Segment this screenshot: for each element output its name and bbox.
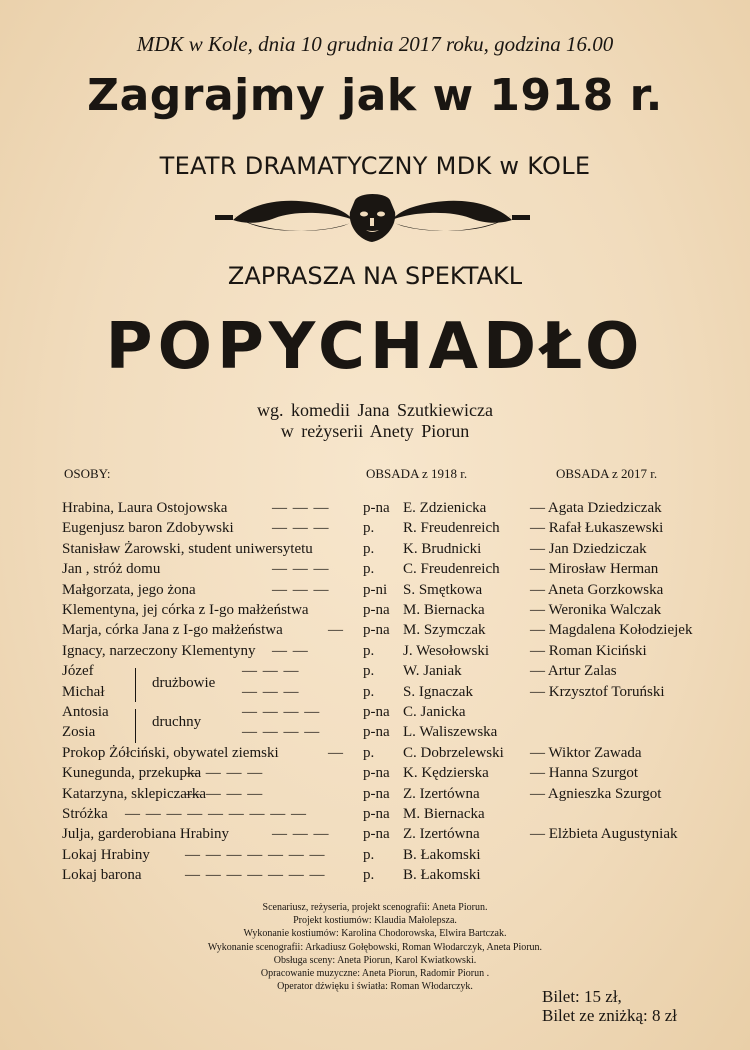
- cast-title: p-na: [363, 704, 390, 720]
- cast-actor-1918: B. Łakomski: [403, 846, 481, 863]
- invite-line: ZAPRASZA NA SPEKTAKL: [227, 262, 523, 290]
- cast-dash-leader: — — —: [242, 663, 300, 680]
- header-date-line: MDK w Kole, dnia 10 grudnia 2017 roku, godzina 16.00: [136, 32, 614, 56]
- cast-title: p-na: [363, 785, 390, 802]
- cast-role: Lokaj barona: [62, 867, 142, 884]
- cast-title: p-na: [363, 826, 390, 843]
- cast-title: p-na: [363, 602, 390, 618]
- column-header-roles: OSOBY:: [64, 466, 111, 481]
- credit-author: wg. komedii Jana Szutkiewicza: [257, 400, 493, 420]
- cast-role: Małgorzata, jego żona: [62, 581, 196, 598]
- cast-actor-1918: C. Dobrzelewski: [403, 744, 504, 761]
- cast-actor-1918: M. Biernacka: [403, 806, 485, 822]
- theatre-name: TEATR DRAMATYCZNY MDK w KOLE: [159, 152, 591, 180]
- cast-actor-1918: C. Freudenreich: [403, 561, 500, 578]
- cast-role: Eugenjusz baron Zdobywski: [62, 520, 234, 537]
- cast-actor-1918: Z. Izertówna: [403, 785, 480, 802]
- cast-actor-1918: S. Ignaczak: [403, 683, 473, 700]
- production-credit-line: Projekt kostiumów: Klaudia Małolepsza.: [293, 915, 457, 927]
- cast-actor-1918: M. Szymczak: [403, 622, 486, 639]
- bracket-druchny: [135, 709, 136, 743]
- cast-dash-leader: — — — — — — —: [185, 867, 326, 884]
- cast-role: Klementyna, jej córka z I-go małżeństwa: [62, 602, 309, 618]
- cast-role: Prokop Żółciński, obywatel ziemski: [62, 744, 279, 761]
- cast-dash-leader: — — — — — — —: [185, 846, 326, 863]
- cast-actor-2017: — Magdalena Kołodziejek: [530, 622, 693, 639]
- production-credit-line: Wykonanie scenografii: Arkadiusz Gołębowski, Roman Włodarczyk, Aneta Piorun.: [207, 941, 543, 953]
- cast-dash-leader: — — —: [272, 581, 330, 598]
- cast-actor-2017: — Agnieszka Szurgot: [530, 785, 662, 802]
- cast-actor-1918: J. Wesołowski: [403, 642, 490, 659]
- cast-dash-leader: — — —: [272, 561, 330, 578]
- cast-dash-leader: — —: [272, 642, 309, 659]
- cast-role: Michał: [62, 683, 105, 700]
- cast-dash-leader: — — — — — — — — —: [125, 806, 307, 822]
- cast-role: Julja, garderobiana Hrabiny: [62, 826, 230, 843]
- cast-actor-2017: — Krzysztof Toruński: [530, 683, 665, 700]
- ticket-price: Bilet: 15 zł,: [542, 987, 622, 1006]
- cast-actor-2017: — Rafał Łukaszewski: [530, 520, 664, 537]
- production-credit-line: Wykonanie kostiumów: Karolina Chodorowska, Elwira Bartczak.: [243, 928, 507, 940]
- group-label-druchny: druchny: [152, 714, 202, 730]
- credit-director: w reżyserii Anety Piorun: [280, 421, 470, 441]
- cast-role: Zosia: [62, 724, 96, 741]
- cast-actor-2017: — Roman Kiciński: [530, 642, 647, 659]
- cast-actor-2017: — Mirosław Herman: [530, 561, 659, 578]
- cast-role: Hrabina, Laura Ostojowska: [62, 500, 228, 516]
- cast-role: Stanisław Żarowski, student uniwersytetu: [62, 540, 313, 557]
- group-label-druzbowie: drużbowie: [152, 675, 216, 691]
- cast-actor-1918: C. Janicka: [403, 704, 466, 720]
- cast-actor-2017: — Artur Zalas: [530, 663, 617, 680]
- cast-role: Kunegunda, przekupka: [62, 765, 202, 782]
- cast-actor-1918: R. Freudenreich: [403, 520, 500, 537]
- production-credit-line: Opracowanie muzyczne: Aneta Piorun, Radomir Piorun .: [260, 968, 490, 979]
- cast-title: p.: [363, 846, 375, 863]
- cast-actor-2017: — Jan Dziedziczak: [530, 540, 647, 557]
- cast-actor-1918: E. Zdzienicka: [403, 500, 487, 516]
- cast-title: p.: [363, 663, 375, 680]
- cast-actor-2017: — Wiktor Zawada: [530, 744, 642, 761]
- cast-title: p.: [363, 540, 375, 557]
- production-credit-line: Operator dźwięku i światła: Roman Włodarczyk.: [277, 981, 473, 993]
- cast-actor-1918: Z. Izertówna: [403, 826, 480, 843]
- cast-dash-leader: — — —: [272, 826, 330, 843]
- cast-actor-2017: — Aneta Gorzkowska: [530, 581, 664, 598]
- production-credit-line: Obsługa sceny: Aneta Piorun, Karol Kwiatkowski.: [273, 954, 477, 966]
- cast-title: p.: [363, 744, 375, 761]
- cast-role: Lokaj Hrabiny: [62, 846, 150, 863]
- production-credit-line: Scenariusz, reżyseria, projekt scenografii: Aneta Piorun.: [262, 902, 488, 913]
- cast-title: p-na: [363, 806, 390, 822]
- cast-title: p-na: [363, 622, 390, 639]
- cast-title: p-na: [363, 765, 390, 782]
- cast-title: p.: [363, 683, 375, 700]
- cast-role: Antosia: [62, 704, 109, 720]
- cast-dash-leader: — — —: [242, 683, 300, 700]
- cast-role: Marja, córka Jana z I-go małżeństwa: [62, 622, 283, 639]
- main-title: Zagrajmy jak w 1918 r.: [87, 70, 663, 121]
- cast-actor-1918: K. Kędzierska: [403, 765, 489, 782]
- cast-actor-2017: — Elżbieta Augustyniak: [530, 826, 678, 843]
- cast-actor-1918: W. Janiak: [403, 663, 462, 680]
- cast-title: p.: [363, 867, 375, 884]
- cast-actor-1918: K. Brudnicki: [403, 540, 482, 557]
- cast-title: p.: [363, 520, 375, 537]
- cast-role: Józef: [62, 663, 94, 680]
- cast-title: p-ni: [363, 581, 388, 598]
- cast-dash-leader: — — —: [272, 500, 330, 516]
- cast-title: p.: [363, 642, 375, 659]
- cast-actor-1918: B. Łakomski: [403, 867, 481, 884]
- bracket-druzbowie: [135, 668, 136, 702]
- cast-dash-leader: — — — —: [185, 785, 264, 802]
- cast-role: Katarzyna, sklepiczarka: [62, 785, 207, 802]
- cast-actor-2017: — Agata Dziedziczak: [530, 500, 662, 516]
- cast-dash-leader: —: [328, 744, 344, 761]
- column-header-cast-2017: OBSADA z 2017 r.: [556, 466, 658, 481]
- cast-dash-leader: —: [328, 622, 344, 639]
- cast-title: p-na: [363, 500, 390, 516]
- ticket-price-discount: Bilet ze zniżką: 8 zł: [542, 1006, 677, 1025]
- cast-title: p.: [363, 561, 375, 578]
- cast-actor-2017: — Weronika Walczak: [530, 602, 662, 618]
- cast-actor-1918: L. Waliszewska: [403, 724, 498, 741]
- column-header-cast-1918: OBSADA z 1918 r.: [366, 466, 468, 481]
- cast-role: Ignacy, narzeczony Klementyny: [62, 642, 256, 659]
- cast-actor-1918: M. Biernacka: [403, 602, 485, 618]
- cast-title: p-na: [363, 724, 390, 741]
- theatre-mask-ornament-icon: [215, 190, 530, 245]
- cast-dash-leader: — — — —: [242, 704, 321, 720]
- cast-role: Stróżka: [62, 806, 108, 822]
- cast-actor-1918: S. Smętkowa: [403, 581, 483, 598]
- play-title: POPYCHADŁO: [105, 310, 645, 384]
- cast-actor-2017: — Hanna Szurgot: [530, 765, 639, 782]
- cast-dash-leader: — — — —: [242, 724, 321, 741]
- cast-dash-leader: — — — —: [185, 765, 264, 782]
- cast-dash-leader: — — —: [272, 520, 330, 537]
- cast-role: Jan , stróż domu: [62, 561, 161, 578]
